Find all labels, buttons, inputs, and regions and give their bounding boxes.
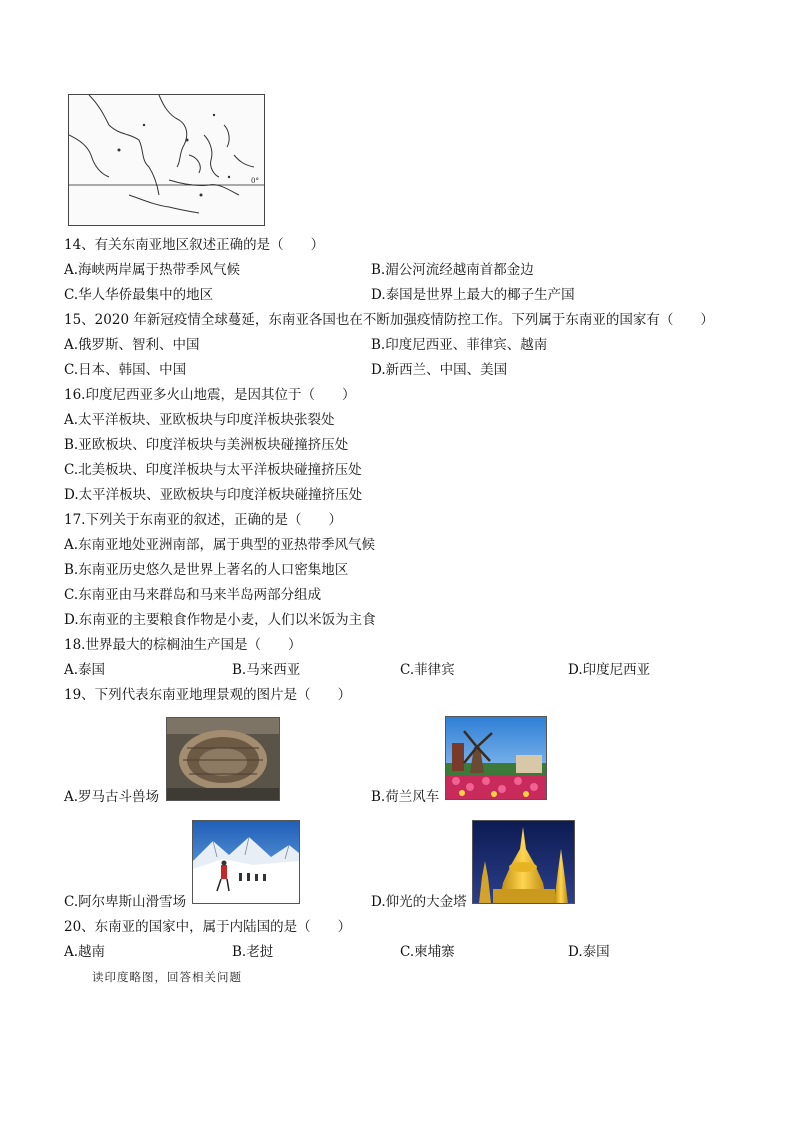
- question-16-option-a[interactable]: A.太平洋板块、亚欧板块与印度洋板块张裂处: [64, 412, 335, 428]
- alps-ski-image: [192, 820, 300, 904]
- equator-label: 0°: [251, 177, 259, 185]
- question-20-option-c[interactable]: C.柬埔寨: [400, 944, 455, 960]
- question-17-stem: 17.下列关于东南亚的叙述，正确的是（ ）: [64, 512, 342, 528]
- question-19-option-c[interactable]: C.阿尔卑斯山滑雪场: [64, 894, 187, 910]
- question-15-option-c[interactable]: C.日本、韩国、中国: [64, 362, 187, 378]
- question-19-option-b[interactable]: B.荷兰风车: [371, 789, 440, 805]
- question-15-stem: 15、2020 年新冠疫情全球蔓延，东南亚各国也在不断加强疫情防控工作。下列属于东南亚的国家有（ ）: [64, 312, 714, 328]
- question-17-option-c[interactable]: C.东南亚由马来群岛和马来半岛两部分组成: [64, 587, 322, 603]
- question-14-stem: 14、有关东南亚地区叙述正确的是（ ）: [64, 237, 325, 253]
- question-19-stem: 19、下列代表东南亚地理景观的图片是（ ）: [64, 687, 352, 703]
- question-18-stem: 18.世界最大的棕榈油生产国是（ ）: [64, 637, 302, 653]
- question-17-option-b[interactable]: B.东南亚历史悠久是世界上著名的人口密集地区: [64, 562, 349, 578]
- question-16-option-d[interactable]: D.太平洋板块、亚欧板块与印度洋板块碰撞挤压处: [64, 487, 363, 503]
- windmill-image: [445, 716, 547, 800]
- question-16-option-c[interactable]: C.北美板块、印度洋板块与太平洋板块碰撞挤压处: [64, 462, 362, 478]
- question-14-option-d[interactable]: D.泰国是世界上最大的椰子生产国: [371, 287, 575, 303]
- shwedagon-pagoda-image: [472, 820, 575, 904]
- question-20-stem: 20、东南亚的国家中，属于内陆国的是（ ）: [64, 919, 352, 935]
- question-16-option-b[interactable]: B.亚欧板块、印度洋板块与美洲板块碰撞挤压处: [64, 437, 349, 453]
- question-15-option-d[interactable]: D.新西兰、中国、美国: [371, 362, 508, 378]
- question-19-option-a[interactable]: A.罗马古斗兽场: [64, 789, 160, 805]
- question-14-option-a[interactable]: A.海峡两岸属于热带季风气候: [64, 262, 241, 278]
- question-19-option-d[interactable]: D.仰光的大金塔: [371, 894, 467, 910]
- question-18-option-b[interactable]: B.马来西亚: [232, 662, 301, 678]
- colosseum-image: [166, 717, 280, 801]
- india-map-instruction: 读印度略图，回答相关问题: [92, 970, 242, 984]
- question-20-option-a[interactable]: A.越南: [64, 944, 106, 960]
- question-18-option-c[interactable]: C.菲律宾: [400, 662, 455, 678]
- question-16-stem: 16.印度尼西亚多火山地震，是因其位于（ ）: [64, 387, 356, 403]
- question-15-option-a[interactable]: A.俄罗斯、智利、中国: [64, 337, 200, 353]
- question-20-option-d[interactable]: D.泰国: [568, 944, 610, 960]
- question-14-option-c[interactable]: C.华人华侨最集中的地区: [64, 287, 214, 303]
- question-18-option-a[interactable]: A.泰国: [64, 662, 106, 678]
- question-20-option-b[interactable]: B.老挝: [232, 944, 274, 960]
- question-18-option-d[interactable]: D.印度尼西亚: [568, 662, 651, 678]
- question-17-option-d[interactable]: D.东南亚的主要粮食作物是小麦，人们以米饭为主食: [64, 612, 376, 628]
- southeast-asia-map: [68, 94, 265, 226]
- question-14-option-b[interactable]: B.湄公河流经越南首都金边: [371, 262, 534, 278]
- question-15-option-b[interactable]: B.印度尼西亚、菲律宾、越南: [371, 337, 548, 353]
- question-17-option-a[interactable]: A.东南亚地处亚洲南部，属于典型的亚热带季风气候: [64, 537, 376, 553]
